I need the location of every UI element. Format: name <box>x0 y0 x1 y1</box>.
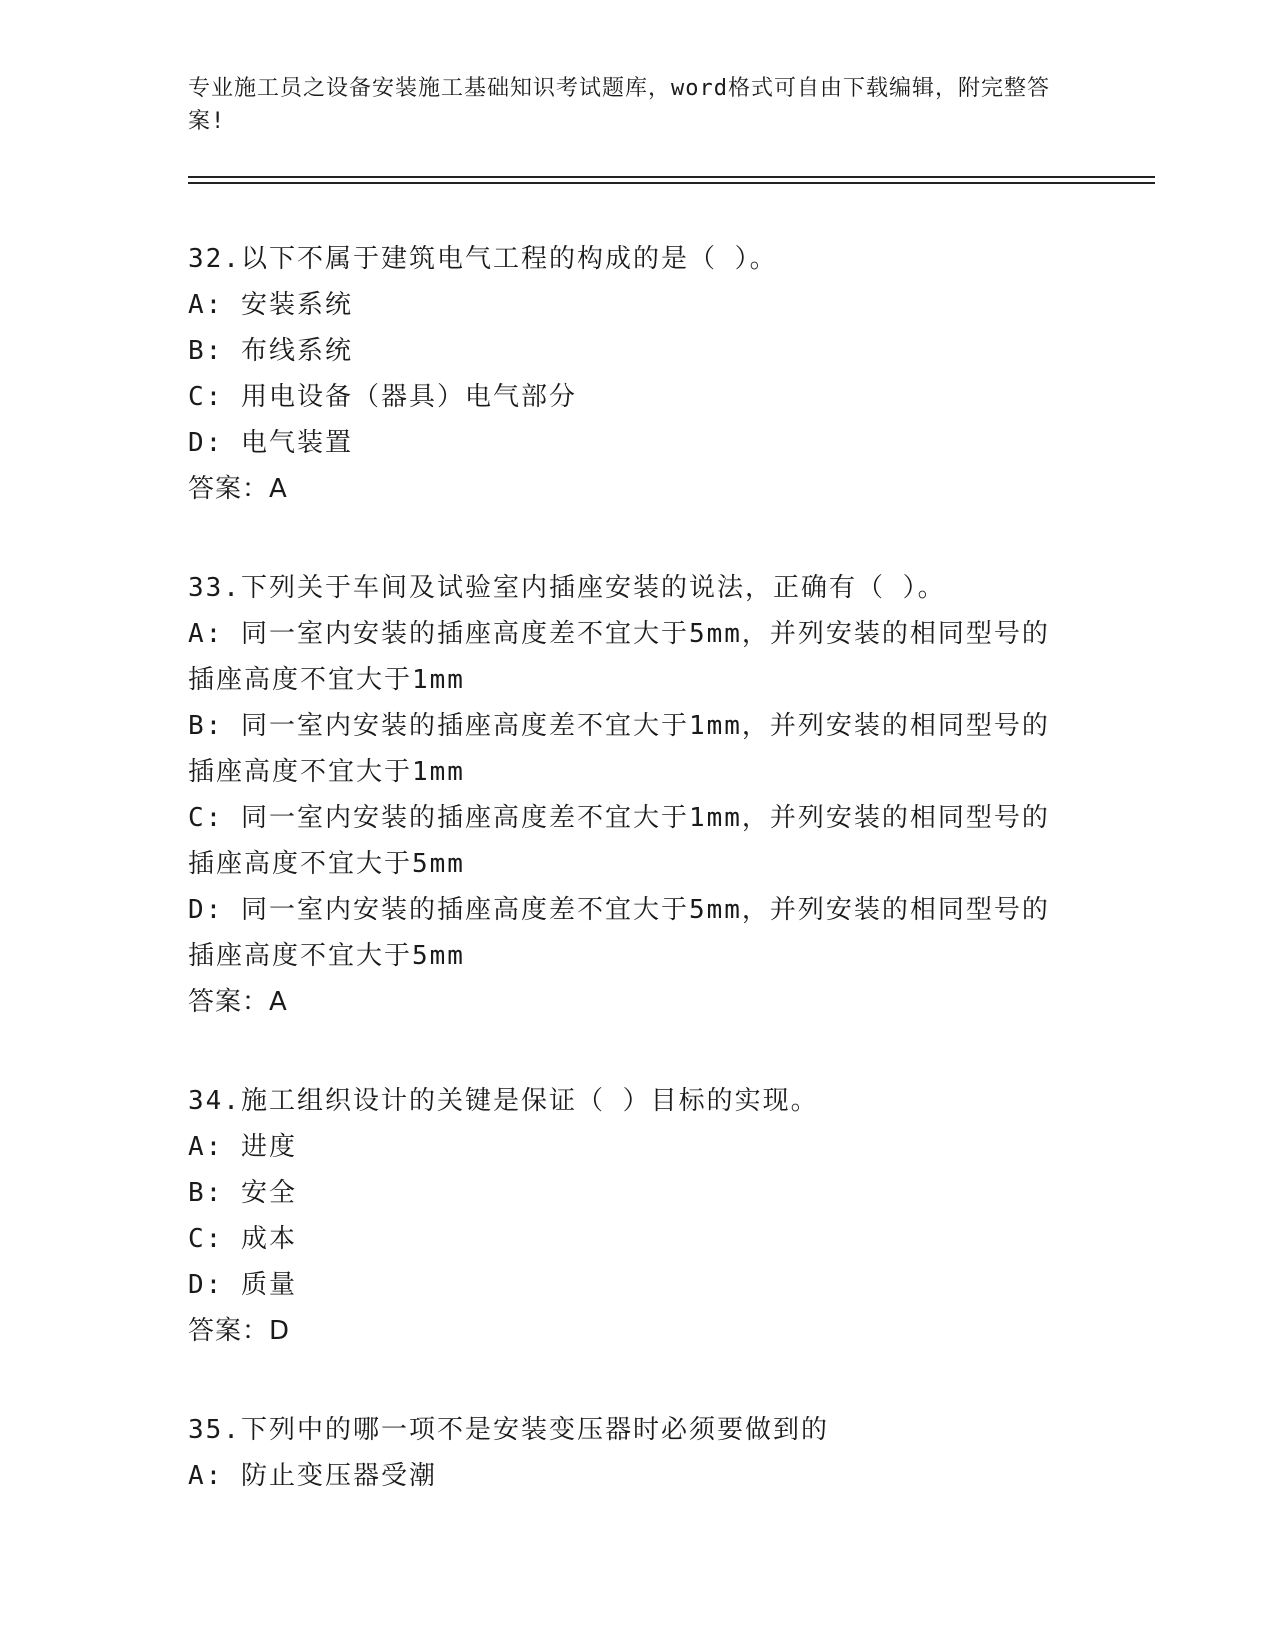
question-34 <box>188 1078 1068 1354</box>
question-stem: 32.以下不属于建筑电气工程的构成的是（ ）。 <box>188 244 778 274</box>
question-35 <box>188 1407 1068 1499</box>
option-d: D: 质量 <box>188 1270 297 1300</box>
option-b: B: 安全 <box>188 1178 297 1208</box>
option-c: C: 用电设备（器具）电气部分 <box>188 382 577 412</box>
option-a: A: 进度 <box>188 1132 297 1162</box>
option-a: A: 同一室内安装的插座高度差不宜大于5mm，并列安装的相同型号的插座高度不宜大于1mm <box>188 619 1050 695</box>
question-33 <box>188 565 1068 1025</box>
answer: 答案：D <box>188 1316 291 1346</box>
question-stem: 35.下列中的哪一项不是安装变压器时必须要做到的 <box>188 1415 829 1445</box>
option-a: A: 安装系统 <box>188 290 353 320</box>
question-stem: 33.下列关于车间及试验室内插座安装的说法，正确有（ ）。 <box>188 573 946 603</box>
option-d: D: 电气装置 <box>188 428 353 458</box>
option-b: B: 布线系统 <box>188 336 353 366</box>
question-stem: 34.施工组织设计的关键是保证（ ）目标的实现。 <box>188 1086 819 1116</box>
option-b: B: 同一室内安装的插座高度差不宜大于1mm，并列安装的相同型号的插座高度不宜大于1mm <box>188 711 1050 787</box>
header-divider-top <box>188 176 1155 178</box>
answer: 答案：A <box>188 987 288 1017</box>
option-a: A: 防止变压器受潮 <box>188 1461 437 1491</box>
question-32 <box>188 236 1068 512</box>
question-list <box>188 236 1068 1552</box>
answer: 答案：A <box>188 474 288 504</box>
option-c: C: 成本 <box>188 1224 297 1254</box>
option-c: C: 同一室内安装的插座高度差不宜大于1mm，并列安装的相同型号的插座高度不宜大于5mm <box>188 803 1050 879</box>
option-d: D: 同一室内安装的插座高度差不宜大于5mm，并列安装的相同型号的插座高度不宜大于5mm <box>188 895 1050 971</box>
header-divider-bottom <box>188 182 1155 184</box>
document-header: 专业施工员之设备安装施工基础知识考试题库，word格式可自由下载编辑，附完整答案! <box>188 76 1050 134</box>
